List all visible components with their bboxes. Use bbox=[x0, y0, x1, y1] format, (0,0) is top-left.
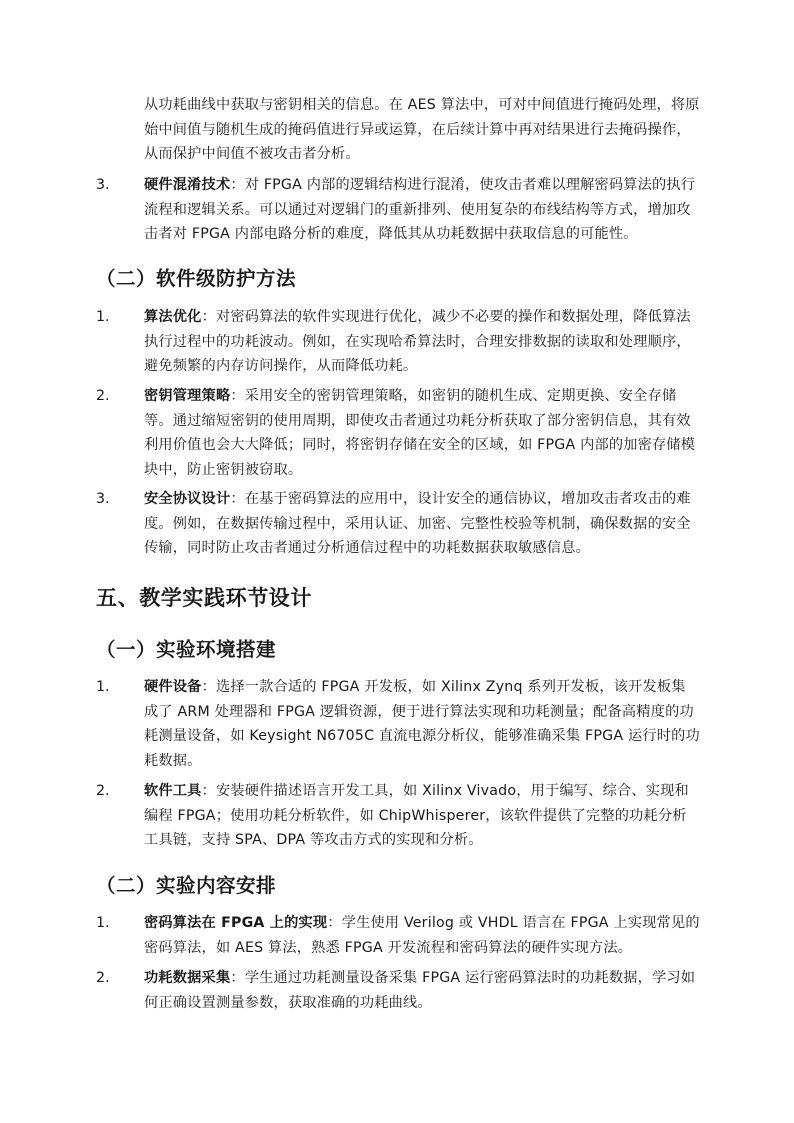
item-sep: ： bbox=[230, 491, 245, 507]
item-sep: ： bbox=[201, 783, 216, 799]
item-term: 算法优化 bbox=[144, 309, 202, 325]
section-heading-environment: （一）实验环境搭建 bbox=[96, 638, 277, 661]
item-term: 硬件混淆技术 bbox=[144, 177, 231, 193]
item-body bbox=[144, 384, 700, 482]
section-heading-content: （二）实验内容安排 bbox=[96, 874, 277, 897]
item-term: 密码算法在 FPGA 上的实现 bbox=[144, 915, 328, 931]
continuation-paragraph: 从功耗曲线中获取与密钥相关的信息。在 AES 算法中，可对中间值进行掩码处理，将原始中间值与随机生成的掩码值进行异或运算，在后续计算中再对结果进行去掩码操作，从而保护中间值不被攻击者分析。 bbox=[144, 97, 700, 162]
item-term: 功耗数据采集 bbox=[144, 970, 231, 986]
item-text: 对密码算法的软件实现进行优化，减少不必要的操作和数据处理，降低算法执行过程中的功耗波动。例如，在实现哈希算法时，合理安排数据的读取和处理顺序，避免频繁的内存访问操作，从而降低功耗。 bbox=[144, 309, 691, 374]
item-text: 对 FPGA 内部的逻辑结构进行混淆，使攻击者难以理解密码算法的执行流程和逻辑关系。可以通过对逻辑门的重新排列、使用复杂的布线结构等方式，增加攻击者对 FPGA 内部电路分析的难度，降低其从功耗数据中获取信息的可能性。 bbox=[144, 177, 696, 242]
item-term: 硬件设备 bbox=[144, 679, 202, 695]
item-text: 采用安全的密钥管理策略，如密钥的随机生成、定期更换、安全存储等。通过缩短密钥的使用周期，即使攻击者通过功耗分析获取了部分密钥信息，其有效利用价值也会大大降低；同时，将密钥存储在安全的区域，如 FPGA 内部的加密存储模块中，防止密钥被窃取。 bbox=[144, 388, 696, 478]
item-sep: ： bbox=[201, 679, 216, 695]
item-body bbox=[144, 487, 700, 561]
item-number: 1. bbox=[96, 679, 110, 695]
item-text: 学生使用 Verilog 或 VHDL 语言在 FPGA 上实现常见的密码算法，如 AES 算法，熟悉 FPGA 开发流程和密码算法的硬件实现方法。 bbox=[144, 915, 700, 956]
item-text: 安装硬件描述语言开发工具，如 Xilinx Vivado，用于编写、综合、实现和编程 FPGA；使用功耗分析软件，如 ChipWhisperer，该软件提供了完整的功耗分析工具链，支持 SPA、DPA 等攻击方式的实现和分析。 bbox=[144, 783, 689, 848]
item-body bbox=[144, 911, 700, 960]
item-body bbox=[144, 966, 700, 1015]
item-body bbox=[144, 675, 700, 773]
item-number: 3. bbox=[96, 491, 110, 507]
item-number: 2. bbox=[96, 783, 110, 799]
item-body bbox=[144, 305, 700, 379]
item-term: 安全协议设计 bbox=[144, 491, 231, 507]
item-number: 1. bbox=[96, 915, 110, 931]
item-number: 2. bbox=[96, 388, 110, 404]
item-sep: ： bbox=[327, 915, 342, 931]
section-heading-software: （二）软件级防护方法 bbox=[96, 267, 297, 290]
item-number: 3. bbox=[96, 177, 110, 193]
chapter-heading: 五、教学实践环节设计 bbox=[96, 586, 312, 610]
item-sep: ： bbox=[230, 970, 245, 986]
item-number: 2. bbox=[96, 970, 110, 986]
item-term: 软件工具 bbox=[144, 783, 202, 799]
item-sep: ： bbox=[230, 388, 245, 404]
item-text: 学生通过功耗测量设备采集 FPGA 运行密码算法时的功耗数据，学习如何正确设置测量参数，获取准确的功耗曲线。 bbox=[144, 970, 696, 1011]
item-text: 在基于密码算法的应用中，设计安全的通信协议，增加攻击者攻击的难度。例如，在数据传输过程中，采用认证、加密、完整性校验等机制，确保数据的安全传输，同时防止攻击者通过分析通信过程中的功耗数据获取敏感信息。 bbox=[144, 491, 691, 556]
item-text: 选择一款合适的 FPGA 开发板，如 Xilinx Zynq 系列开发板，该开发板集成了 ARM 处理器和 FPGA 逻辑资源，便于进行算法实现和功耗测量；配备高精度的功耗测量设备，如 Keysight N6705C 直流电源分析仪，能够准确采集 FPGA 运行时的功耗数据。 bbox=[144, 679, 700, 769]
item-sep: ： bbox=[201, 309, 216, 325]
item-body bbox=[144, 779, 700, 853]
item-term: 密钥管理策略 bbox=[144, 388, 231, 404]
item-number: 1. bbox=[96, 309, 110, 325]
item-sep: ： bbox=[230, 177, 245, 193]
item-body bbox=[144, 173, 700, 247]
